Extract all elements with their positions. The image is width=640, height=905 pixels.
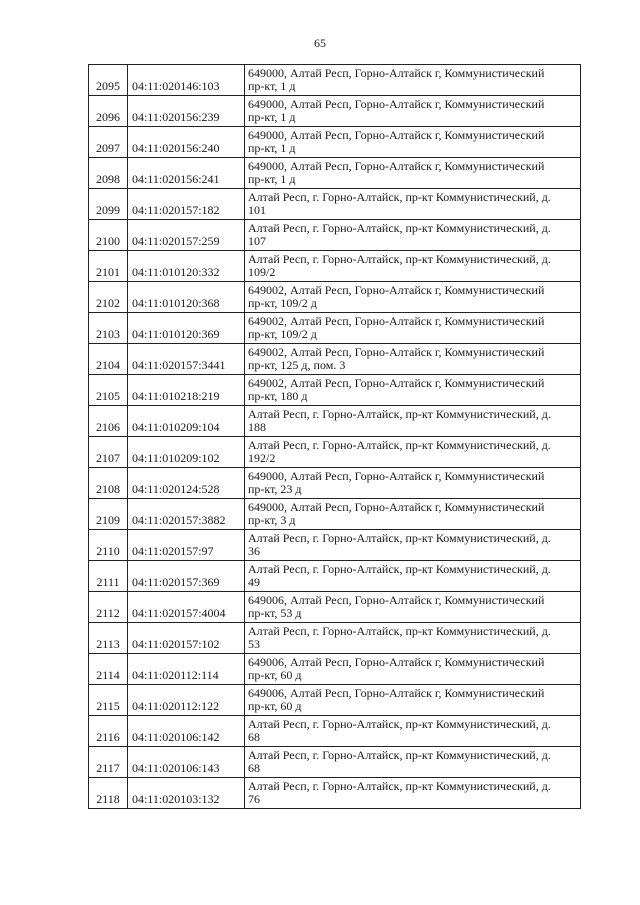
row-number-cell: 2108 xyxy=(89,468,128,499)
cadastral-number-cell: 04:11:010120:369 xyxy=(128,313,245,344)
address-line-2: 192/2 xyxy=(248,451,276,465)
cadastral-number-cell: 04:11:020156:239 xyxy=(128,96,245,127)
cadastral-number-cell: 04:11:020157:3882 xyxy=(128,499,245,530)
table-row xyxy=(89,282,581,313)
cadastral-number-cell: 04:11:020156:241 xyxy=(128,158,245,189)
address-cell xyxy=(245,189,581,220)
table-row xyxy=(89,344,581,375)
address-line-2: пр-кт, 1 д xyxy=(248,172,296,186)
table-row xyxy=(89,623,581,654)
address-line-1: 649000, Алтай Респ, Горно-Алтайск г, Коммунистический xyxy=(248,97,545,111)
address-line-1: 649000, Алтай Респ, Горно-Алтайск г, Коммунистический xyxy=(248,66,545,80)
address-line-1: Алтай Респ, г. Горно-Алтайск, пр-кт Коммунистический, д. xyxy=(248,407,551,421)
address-line-1: Алтай Респ, г. Горно-Алтайск, пр-кт Коммунистический, д. xyxy=(248,531,551,545)
address-line-2: пр-кт, 3 д xyxy=(248,513,296,527)
address-line-2: пр-кт, 1 д xyxy=(248,141,296,155)
table-row xyxy=(89,313,581,344)
address-cell xyxy=(245,592,581,623)
table-row xyxy=(89,530,581,561)
table-row xyxy=(89,127,581,158)
table-row xyxy=(89,778,581,809)
address-line-2: 76 xyxy=(248,792,260,806)
address-line-2: 188 xyxy=(248,420,266,434)
address-line-2: 101 xyxy=(248,203,266,217)
address-line-1: Алтай Респ, г. Горно-Алтайск, пр-кт Коммунистический, д. xyxy=(248,252,551,266)
address-line-1: 649002, Алтай Респ, Горно-Алтайск г, Коммунистический xyxy=(248,345,545,359)
address-cell xyxy=(245,561,581,592)
cadastral-number-cell: 04:11:020157:182 xyxy=(128,189,245,220)
table-row xyxy=(89,437,581,468)
row-number-cell: 2098 xyxy=(89,158,128,189)
row-number-cell: 2095 xyxy=(89,65,128,96)
address-cell xyxy=(245,65,581,96)
table-row xyxy=(89,96,581,127)
table-row xyxy=(89,561,581,592)
address-line-1: 649000, Алтай Респ, Горно-Алтайск г, Коммунистический xyxy=(248,128,545,142)
address-cell xyxy=(245,530,581,561)
row-number-cell: 2096 xyxy=(89,96,128,127)
address-cell xyxy=(245,716,581,747)
cadastral-number-cell: 04:11:020103:132 xyxy=(128,778,245,809)
address-line-2: пр-кт, 1 д xyxy=(248,79,296,93)
cadastral-number-cell: 04:11:020112:114 xyxy=(128,654,245,685)
row-number-cell: 2099 xyxy=(89,189,128,220)
address-line-1: Алтай Респ, г. Горно-Алтайск, пр-кт Коммунистический, д. xyxy=(248,190,551,204)
cadastral-number-cell: 04:11:020106:142 xyxy=(128,716,245,747)
address-cell xyxy=(245,158,581,189)
cadastral-number-cell: 04:11:020157:102 xyxy=(128,623,245,654)
address-line-1: Алтай Респ, г. Горно-Алтайск, пр-кт Коммунистический, д. xyxy=(248,748,551,762)
row-number-cell: 2109 xyxy=(89,499,128,530)
cadastral-number-cell: 04:11:010209:102 xyxy=(128,437,245,468)
cadastral-number-cell: 04:11:010209:104 xyxy=(128,406,245,437)
cadastral-number-cell: 04:11:010120:332 xyxy=(128,251,245,282)
address-cell xyxy=(245,251,581,282)
address-cell xyxy=(245,747,581,778)
cadastral-number-cell: 04:11:020112:122 xyxy=(128,685,245,716)
address-line-2: пр-кт, 109/2 д xyxy=(248,327,317,341)
table-row xyxy=(89,189,581,220)
address-line-1: 649000, Алтай Респ, Горно-Алтайск г, Коммунистический xyxy=(248,159,545,173)
address-line-2: 68 xyxy=(248,730,260,744)
address-line-1: 649002, Алтай Респ, Горно-Алтайск г, Коммунистический xyxy=(248,283,545,297)
row-number-cell: 2116 xyxy=(89,716,128,747)
row-number-cell: 2110 xyxy=(89,530,128,561)
address-line-2: пр-кт, 60 д xyxy=(248,668,302,682)
address-line-1: 649000, Алтай Респ, Горно-Алтайск г, Коммунистический xyxy=(248,500,545,514)
table-row xyxy=(89,716,581,747)
row-number-cell: 2111 xyxy=(89,561,128,592)
address-line-1: 649002, Алтай Респ, Горно-Алтайск г, Коммунистический xyxy=(248,314,545,328)
address-cell xyxy=(245,96,581,127)
address-line-1: Алтай Респ, г. Горно-Алтайск, пр-кт Коммунистический, д. xyxy=(248,717,551,731)
row-number-cell: 2117 xyxy=(89,747,128,778)
address-cell xyxy=(245,282,581,313)
cadastral-number-cell: 04:11:010120:368 xyxy=(128,282,245,313)
address-line-1: Алтай Респ, г. Горно-Алтайск, пр-кт Коммунистический, д. xyxy=(248,779,551,793)
table-row xyxy=(89,592,581,623)
row-number-cell: 2115 xyxy=(89,685,128,716)
row-number-cell: 2101 xyxy=(89,251,128,282)
table-row xyxy=(89,468,581,499)
cadastral-number-cell: 04:11:020106:143 xyxy=(128,747,245,778)
address-line-2: 53 xyxy=(248,637,260,651)
registry-table-body xyxy=(89,65,581,809)
row-number-cell: 2107 xyxy=(89,437,128,468)
table-row xyxy=(89,251,581,282)
row-number-cell: 2106 xyxy=(89,406,128,437)
table-row xyxy=(89,499,581,530)
row-number-cell: 2097 xyxy=(89,127,128,158)
property-registry-table xyxy=(88,64,581,809)
address-line-2: пр-кт, 60 д xyxy=(248,699,302,713)
address-line-1: 649006, Алтай Респ, Горно-Алтайск г, Коммунистический xyxy=(248,593,545,607)
address-cell xyxy=(245,685,581,716)
row-number-cell: 2104 xyxy=(89,344,128,375)
table-row xyxy=(89,158,581,189)
table-row xyxy=(89,747,581,778)
address-cell xyxy=(245,468,581,499)
address-line-1: 649006, Алтай Респ, Горно-Алтайск г, Коммунистический xyxy=(248,686,545,700)
cadastral-number-cell: 04:11:020157:259 xyxy=(128,220,245,251)
address-cell xyxy=(245,313,581,344)
address-line-2: 68 xyxy=(248,761,260,775)
cadastral-number-cell: 04:11:020157:97 xyxy=(128,530,245,561)
row-number-cell: 2118 xyxy=(89,778,128,809)
cadastral-number-cell: 04:11:020157:4004 xyxy=(128,592,245,623)
address-line-1: 649000, Алтай Респ, Горно-Алтайск г, Коммунистический xyxy=(248,469,545,483)
row-number-cell: 2114 xyxy=(89,654,128,685)
table-row xyxy=(89,65,581,96)
address-cell xyxy=(245,375,581,406)
address-line-2: пр-кт, 180 д xyxy=(248,389,308,403)
address-cell xyxy=(245,127,581,158)
address-line-2: 36 xyxy=(248,544,260,558)
address-line-2: пр-кт, 1 д xyxy=(248,110,296,124)
address-cell xyxy=(245,623,581,654)
address-cell xyxy=(245,344,581,375)
address-line-1: Алтай Респ, г. Горно-Алтайск, пр-кт Коммунистический, д. xyxy=(248,562,551,576)
address-line-2: 49 xyxy=(248,575,260,589)
address-line-2: пр-кт, 125 д, пом. 3 xyxy=(248,358,346,372)
address-cell xyxy=(245,406,581,437)
address-cell xyxy=(245,220,581,251)
address-cell xyxy=(245,499,581,530)
row-number-cell: 2102 xyxy=(89,282,128,313)
row-number-cell: 2103 xyxy=(89,313,128,344)
address-cell xyxy=(245,437,581,468)
address-line-2: 107 xyxy=(248,234,266,248)
address-line-2: пр-кт, 109/2 д xyxy=(248,296,317,310)
cadastral-number-cell: 04:11:020157:3441 xyxy=(128,344,245,375)
cadastral-number-cell: 04:11:020157:369 xyxy=(128,561,245,592)
page-number: 65 xyxy=(314,36,326,50)
address-line-2: пр-кт, 53 д xyxy=(248,606,302,620)
address-line-1: 649006, Алтай Респ, Горно-Алтайск г, Коммунистический xyxy=(248,655,545,669)
address-line-2: пр-кт, 23 д xyxy=(248,482,302,496)
address-line-1: Алтай Респ, г. Горно-Алтайск, пр-кт Коммунистический, д. xyxy=(248,624,551,638)
row-number-cell: 2113 xyxy=(89,623,128,654)
table-row xyxy=(89,375,581,406)
cadastral-number-cell: 04:11:020156:240 xyxy=(128,127,245,158)
cadastral-number-cell: 04:11:020146:103 xyxy=(128,65,245,96)
address-line-1: Алтай Респ, г. Горно-Алтайск, пр-кт Коммунистический, д. xyxy=(248,438,551,452)
row-number-cell: 2100 xyxy=(89,220,128,251)
address-line-1: 649002, Алтай Респ, Горно-Алтайск г, Коммунистический xyxy=(248,376,545,390)
cadastral-number-cell: 04:11:010218:219 xyxy=(128,375,245,406)
address-line-2: 109/2 xyxy=(248,265,276,279)
row-number-cell: 2105 xyxy=(89,375,128,406)
cadastral-number-cell: 04:11:020124:528 xyxy=(128,468,245,499)
address-line-1: Алтай Респ, г. Горно-Алтайск, пр-кт Коммунистический, д. xyxy=(248,221,551,235)
table-row xyxy=(89,685,581,716)
address-cell xyxy=(245,778,581,809)
table-row xyxy=(89,220,581,251)
row-number-cell: 2112 xyxy=(89,592,128,623)
table-row xyxy=(89,654,581,685)
table-row xyxy=(89,406,581,437)
address-cell xyxy=(245,654,581,685)
